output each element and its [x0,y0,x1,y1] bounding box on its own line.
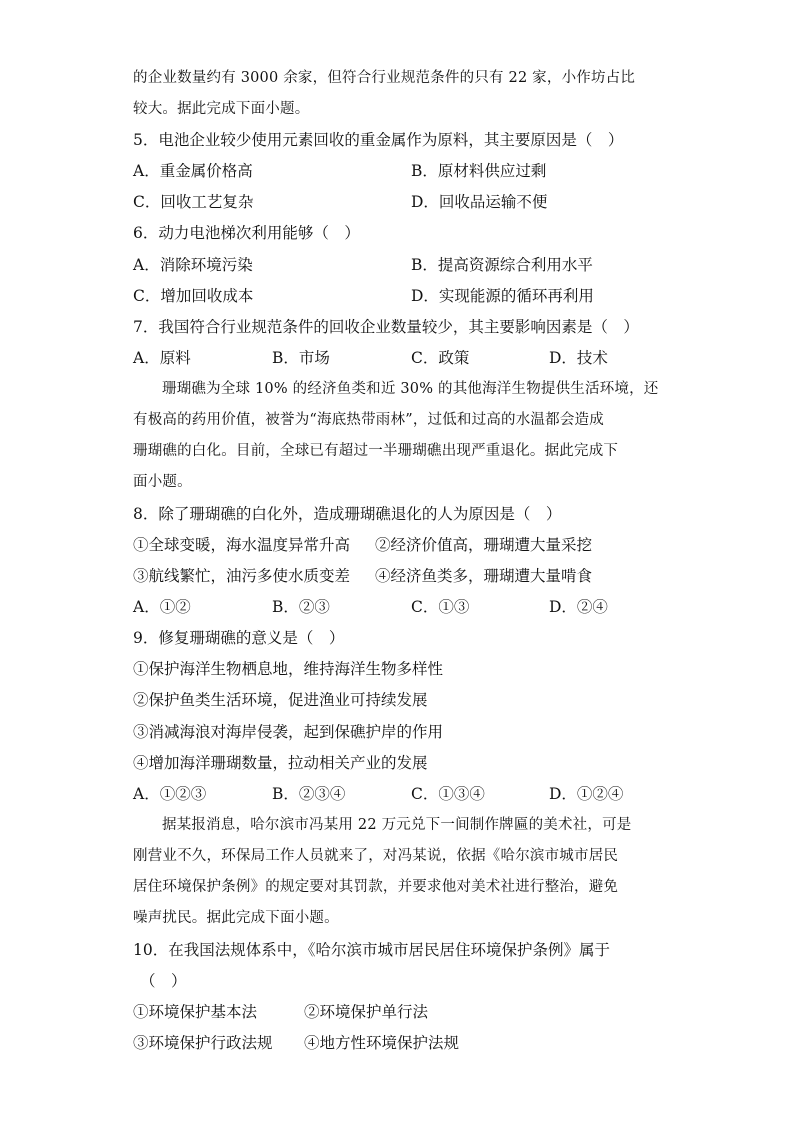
option-a: A．原料 [133,349,191,367]
question-10-bracket: （ ） [140,972,187,990]
question-6-stem: 6．动力电池梯次利用能够（ ） [133,224,360,242]
option-b: B．提高资源综合利用水平 [411,256,593,274]
option-d: D．回收品运输不便 [411,193,548,211]
option-c: C．回收工艺复杂 [133,193,254,211]
question-8-stem: 8．除了珊瑚礁的白化外，造成珊瑚礁退化的人为原因是（ ） [133,505,562,523]
question-9-stem: 9．修复珊瑚礁的意义是（ ） [133,629,345,647]
option-d: D．实现能源的循环再利用 [411,287,594,305]
passage-text: 居住环境保护条例》的规定要对其罚款，并要求他对美术社进行整治，避免 [133,879,619,895]
statement-3: ③环境保护行政法规 [133,1034,273,1052]
option-b: B．原材料供应过剩 [411,162,547,180]
passage-text: 刚营业不久，环保局工作人员就来了，对冯某说，依据《哈尔滨市城市居民 [133,848,619,864]
option-b: B．市场 [272,349,330,367]
option-c: C．政策 [411,349,470,367]
passage-text: 有极高的药用价值，被誉为“海底热带雨林”，过低和过高的水温都会造成 [133,412,604,428]
passage-text: 据某报消息，哈尔滨市冯某用 22 万元兑下一间制作牌匾的美术社，可是 [162,817,632,833]
statement-4: ④经济鱼类多，珊瑚遭大量啃食 [375,567,593,585]
statement-4: ④地方性环境保护法规 [304,1034,460,1052]
option-d: D．②④ [549,598,608,616]
statement-3: ③航线繁忙，油污多使水质变差 [133,567,351,585]
passage-text: 的企业数量约有 3000 余家，但符合行业规范条件的只有 22 家，小作坊占比 [133,70,636,86]
passage-text: 较大。据此完成下面小题。 [133,101,310,117]
option-a: A．①②③ [133,785,207,803]
statement-3: ③消减海浪对海岸侵袭，起到保礁护岸的作用 [133,723,444,741]
option-d: D．技术 [549,349,608,367]
option-c: C．①③ [411,598,470,616]
question-10-stem: 10．在我国法规体系中，《哈尔滨市城市居民居住环境保护条例》属于 [133,941,610,959]
passage-text: 珊瑚礁的白化。目前，全球已有超过一半珊瑚礁出现严重退化。据此完成下 [133,443,619,459]
question-5-stem: 5．电池企业较少使用元素回收的重金属作为原料，其主要原因是（ ） [133,131,624,149]
statement-1: ①全球变暖，海水温度异常升高 [133,536,351,554]
option-a: A．重金属价格高 [133,162,253,180]
option-b: B．②③ [272,598,330,616]
question-7-stem: 7．我国符合行业规范条件的回收企业数量较少，其主要影响因素是（ ） [133,318,639,336]
option-a: A．①② [133,598,191,616]
option-d: D．①②④ [549,785,624,803]
statement-2: ②经济价值高，珊瑚遭大量采挖 [375,536,593,554]
option-b: B．②③④ [272,785,346,803]
option-a: A．消除环境污染 [133,256,253,274]
passage-text: 珊瑚礁为全球 10% 的经济鱼类和近 30% 的其他海洋生物提供生活环境，还 [162,381,659,397]
statement-2: ②环境保护单行法 [304,1003,429,1021]
statement-1: ①环境保护基本法 [133,1003,258,1021]
statement-2: ②保护鱼类生活环境，促进渔业可持续发展 [133,691,428,709]
passage-text: 噪声扰民。据此完成下面小题。 [133,910,339,926]
option-c: C．①③④ [411,785,485,803]
statement-4: ④增加海洋珊瑚数量，拉动相关产业的发展 [133,754,428,772]
passage-text: 面小题。 [133,474,192,490]
statement-1: ①保护海洋生物栖息地，维持海洋生物多样性 [133,660,444,678]
option-c: C．增加回收成本 [133,287,254,305]
